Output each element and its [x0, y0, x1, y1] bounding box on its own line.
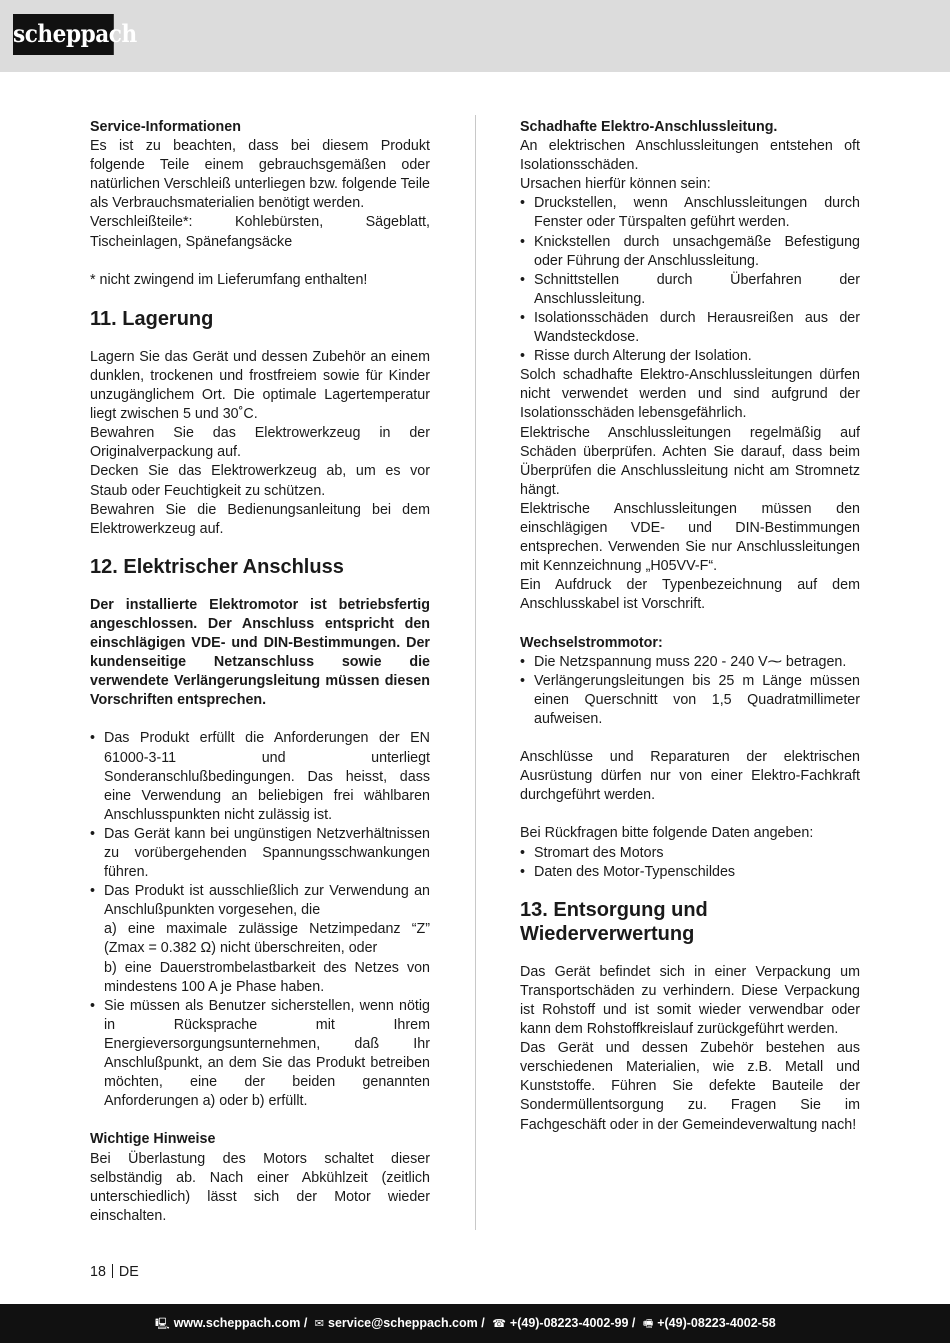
- disposal-paragraph-2: Das Gerät und dessen Zubehör bestehen aus verschiedenen Materialien, wie z.B. Metall und Kunststoffe. Führen Sie defekte Bauteile der Sondermüllentsorgung zu. Fragen Sie im Fachgeschäft oder in der Gemeindeverwaltung nach!: [520, 1040, 860, 1133]
- list-item: • Das Produkt erfüllt die Anforderungen der EN 61000-3-11 und unterliegt Sonderanschlußbedingungen. Das heisst, dass eine Verwendung an beliebigen frei wählbaren Anschlusspunkten nicht zulässig ist.: [90, 729, 430, 824]
- storage-paragraph-1: Lagern Sie das Gerät und dessen Zubehör an einem dunklen, trockenen und frostfreiem sowie für Kinder unzugänglichem Ort. Die optimale Lagertemperatur liegt zwischen 5 und 30˚C.: [90, 348, 430, 423]
- inquiry-intro: Bei Rückfragen bitte folgende Daten angeben:: [520, 825, 814, 842]
- list-item: • Daten des Motor-Typenschildes: [520, 863, 860, 882]
- computer-icon: 🖳: [155, 1318, 170, 1330]
- storage-paragraph-3: Decken Sie das Elektrowerkzeug ab, um es vor Staub oder Feuchtigkeit zu schützen.: [90, 463, 430, 499]
- electrical-bullet-list: [90, 729, 430, 1111]
- list-item: • Sie müssen als Benutzer sicherstellen, wenn nötig in Rücksprache mit Ihrem Energieversorgungsunternehmen, daß Ihr Anschlußpunkt, an dem Sie das Produkt betreiben möchten, eine der beiden genannten Anforderungen a) oder b) erfüllt.: [90, 997, 430, 1112]
- service-info-heading: Service-Informationen: [90, 119, 241, 135]
- important-notes-heading: Wichtige Hinweise: [90, 1131, 216, 1148]
- disposal-paragraph-1: Das Gerät befindet sich in einer Verpackung um Transportschäden zu verhindern. Diese Verpackung ist Rohstoff und ist somit wieder verwendbar oder kann dem Rohstoffkreislauf zurückgeführt werden.: [520, 963, 860, 1038]
- section-11-heading: 11. Lagerung: [90, 307, 214, 330]
- contact-footer: [0, 1304, 950, 1343]
- damaged-cable-paragraph-3: Elektrische Anschlussleitungen regelmäßig auf Schäden überprüfen. Achten Sie darauf, dass beim Überprüfen die Anschlussleitung nicht am Stromnetz hängt.: [520, 424, 860, 498]
- causes-list: [520, 194, 860, 366]
- list-item: • Die Netzspannung muss 220 - 240 V⁓ betragen.: [520, 653, 860, 672]
- damaged-cable-paragraph-4: Elektrische Anschlussleitungen müssen den einschlägigen VDE- und DIN-Bestimmungen entsprechen. Verwenden Sie nur Anschlussleitungen mit Kennzeichnung „H05VV-F“.: [520, 500, 860, 575]
- list-item: • Druckstellen, wenn Anschlussleitungen durch Fenster oder Türspalten geführt werden.: [520, 194, 860, 232]
- page-number-separator: [112, 1264, 113, 1278]
- phone-icon: ☎: [492, 1318, 506, 1330]
- scheppach-logo: scheppach: [13, 14, 114, 55]
- wear-parts-text: Verschleißteile*: Kohlebürsten, Sägeblatt, Tischeinlagen, Spänefangsäcke: [90, 214, 430, 250]
- website-link[interactable]: www.scheppach.com /: [173, 1316, 308, 1330]
- causes-intro: Ursachen hierfür können sein:: [520, 176, 711, 193]
- storage-paragraph-2: Bewahren Sie das Elektrowerkzeug in der Originalverpackung auf.: [90, 425, 430, 461]
- list-item: • Das Gerät kann bei ungünstigen Netzverhältnissen zu vorübergehenden Spannungsschwankungen führen.: [90, 825, 430, 882]
- storage-paragraph-4: Bewahren Sie die Bedienungsanleitung bei dem Elektrowerkzeug auf.: [90, 501, 430, 537]
- electrical-intro-bold: Der installierte Elektromotor ist betriebsfertig angeschlossen. Der Anschluss entspricht den einschlägigen VDE- und DIN-Bestimmungen. Der kundenseitige Netzanschluss sowie die verwendete Verlängerungsleitung müssen diesen Vorschriften entsprechen.: [90, 596, 430, 709]
- section-12-heading: 12. Elektrischer Anschluss: [90, 555, 344, 578]
- inquiry-list: [520, 844, 860, 882]
- column-divider: [475, 115, 476, 1230]
- mail-icon: ✉: [314, 1318, 324, 1330]
- language-code: DE: [118, 1264, 139, 1280]
- ac-motor-heading: Wechselstrommotor:: [520, 634, 663, 651]
- damaged-cable-paragraph-1: An elektrischen Anschlussleitungen entstehen oft Isolationsschäden.: [520, 138, 860, 174]
- list-item: [90, 882, 430, 997]
- footnote-text: * nicht zwingend im Lieferumfang enthalten!: [90, 271, 368, 288]
- section-13-heading: 13. Entsorgung und Wiederverwertung: [520, 898, 708, 945]
- email-link[interactable]: service@scheppach.com /: [328, 1316, 485, 1330]
- list-item: • Isolationsschäden durch Herausreißen aus der Wandsteckdose.: [520, 309, 860, 347]
- left-column: [90, 118, 430, 1226]
- list-item-option-b: b) eine Dauerstrombelastbarkeit des Netzes von mindestens 100 A je Phase haben.: [104, 959, 430, 995]
- damaged-cable-paragraph-2: Solch schadhafte Elektro-Anschlussleitungen dürfen nicht verwendet werden und sind aufgrund der Isolationsschäden lebensgefährlich.: [520, 367, 860, 422]
- repair-text: Anschlüsse und Reparaturen der elektrischen Ausrüstung dürfen nur von einer Elektro-Fachkraft durchgeführt werden.: [520, 749, 860, 804]
- fax-number: +(49)-08223-4002-58: [657, 1316, 776, 1330]
- page-header: [0, 0, 950, 72]
- page-number-value: 18: [90, 1264, 106, 1280]
- service-info-text: Es ist zu beachten, dass bei diesem Produkt folgende Teile einem gebrauchsgemäßen oder natürlichen Verschleiß unterliegen bzw. folgende Teile als Verbrauchsmaterialien benötigt werden.: [90, 138, 430, 212]
- damaged-cable-paragraph-5: Ein Aufdruck der Typenbezeichnung auf dem Anschlusskabel ist Vorschrift.: [520, 577, 860, 613]
- list-item: • Knickstellen durch unsachgemäße Befestigung oder Führung der Anschlussleitung.: [520, 233, 860, 271]
- list-item-option-a: a) eine maximale zulässige Netzimpedanz “Z” (Zmax = 0.382 Ω) nicht überschreiten, oder: [104, 921, 430, 957]
- ac-motor-list: [520, 653, 860, 729]
- list-item: • Stromart des Motors: [520, 844, 860, 863]
- important-notes-text: Bei Überlastung des Motors schaltet dieser selbständig ab. Nach einer Abkühlzeit (zeitlich unterschiedlich) lässt sich der Motor wieder einschalten.: [90, 1150, 430, 1224]
- list-item: • Verlängerungsleitungen bis 25 m Länge müssen einen Querschnitt von 1,5 Quadratmillimeter aufweisen.: [520, 672, 860, 729]
- page-number: [90, 1264, 139, 1280]
- list-item: • Schnittstellen durch Überfahren der Anschlussleitung.: [520, 271, 860, 309]
- damaged-cable-heading: Schadhafte Elektro-Anschlussleitung.: [520, 119, 778, 135]
- list-item-intro: • Das Produkt ist ausschließlich zur Verwendung an Anschlußpunkten vorgesehen, die: [104, 883, 430, 919]
- right-column: [520, 118, 860, 1135]
- list-item: • Risse durch Alterung der Isolation.: [520, 347, 860, 366]
- fax-icon: 🖷: [642, 1318, 654, 1330]
- phone-number: +(49)-08223-4002-99 /: [509, 1316, 636, 1330]
